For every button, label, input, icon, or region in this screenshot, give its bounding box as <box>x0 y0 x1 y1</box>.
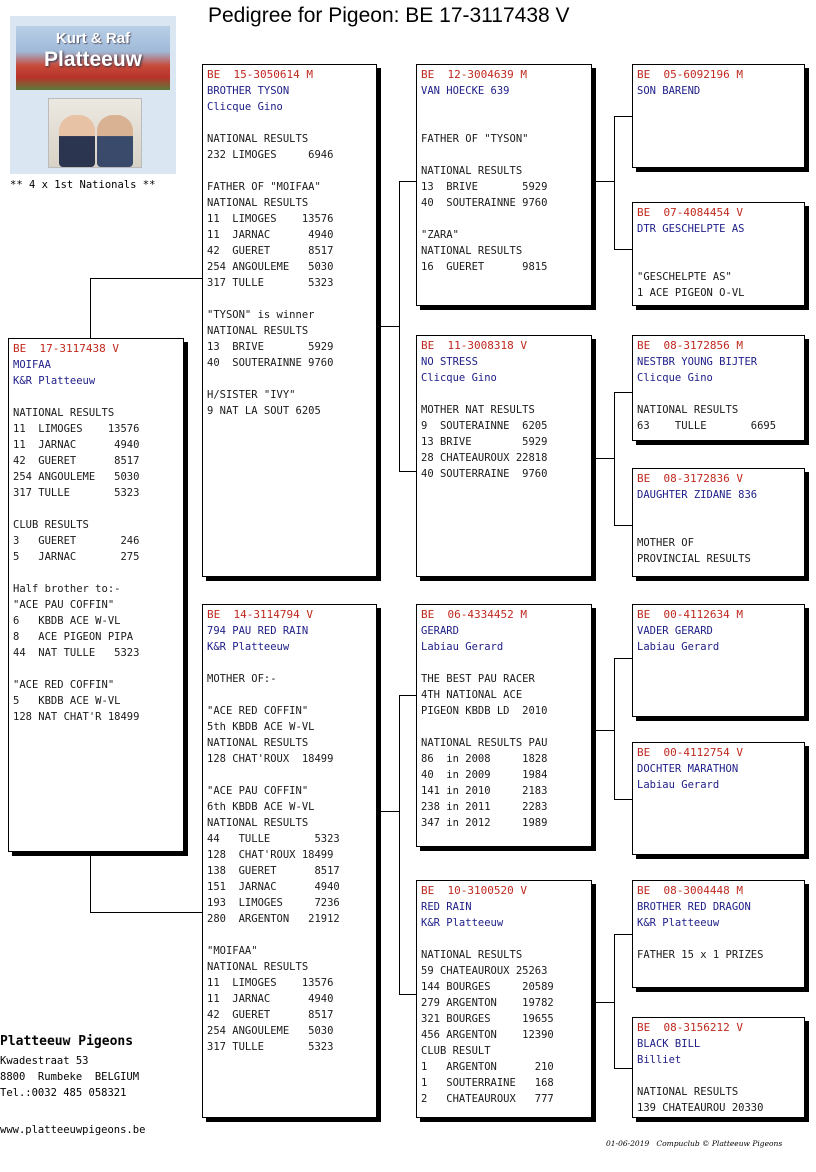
logo-line2: Platteeuw <box>43 48 143 71</box>
pedigree-line: 11 LIMOGES 13576 <box>207 977 334 989</box>
pedigree-line: 40 in 2009 1984 <box>421 769 548 781</box>
pedigree-line: 59 CHATEAUROUX 25263 <box>421 965 548 977</box>
pedigree-line: NATIONAL RESULTS <box>421 245 523 257</box>
connector <box>614 934 615 1069</box>
pedigree-line <box>637 503 800 519</box>
connector <box>596 730 614 731</box>
pedigree-line: 128 CHAT'ROUX 18499 <box>207 753 334 765</box>
pedigree-line: 28 CHATEAUROUX 22818 <box>421 452 548 464</box>
pedigree-line: 40 SOUTERAINNE 9760 <box>207 357 334 369</box>
pedigree-line <box>421 211 587 227</box>
ring-number: BE 07-4084454 V <box>637 206 743 219</box>
pedigree-line: 1 ARGENTON 210 <box>421 1061 554 1073</box>
connector <box>614 116 632 117</box>
pedigree-line <box>637 1068 800 1084</box>
pigeon-name: VAN HOECKE 639 <box>421 85 510 97</box>
logo-line1: Kurt & Raf <box>55 30 131 47</box>
pedigree-line: 6 KBDB ACE W-VL <box>13 615 121 627</box>
pedigree-line <box>207 371 372 387</box>
connector <box>90 278 203 279</box>
connector <box>399 695 400 995</box>
pedigree-line: 317 TULLE 5323 <box>207 277 334 289</box>
pedigree-line: THE BEST PAU RACER <box>421 673 535 685</box>
pedigree-card-sire-dam[interactable] <box>416 335 592 577</box>
breeder-name: Labiau Gerard <box>421 641 504 653</box>
pedigree-line: 138 GUERET 8517 <box>207 865 340 877</box>
pedigree-card-subject[interactable] <box>8 338 184 852</box>
breeder-name: K&R Platteeuw <box>421 917 504 929</box>
pedigree-line <box>207 927 372 943</box>
connector <box>399 994 416 995</box>
pedigree-card-dds[interactable] <box>632 880 805 988</box>
pedigree-line <box>637 237 800 253</box>
pedigree-line: NATIONAL RESULTS <box>207 737 309 749</box>
pedigree-line: 13 BRIVE 5929 <box>421 181 548 193</box>
tagline: ** 4 x 1st Nationals ** <box>10 179 156 191</box>
pedigree-line: 13 BRIVE 5929 <box>421 436 548 448</box>
pedigree-line <box>421 99 587 115</box>
pedigree-line: 11 JARNAC 4940 <box>13 439 140 451</box>
copyright-note: 01-06-2019 Compuclub © Platteeuw Pigeons <box>606 1139 783 1148</box>
pedigree-line: 279 ARGENTON 19782 <box>421 997 554 1009</box>
pedigree-line <box>13 389 179 405</box>
pedigree-line: 44 NAT TULLE 5323 <box>13 647 140 659</box>
ring-number: BE 08-3172836 V <box>637 472 743 485</box>
breeder-name: Labiau Gerard <box>637 641 720 653</box>
pedigree-line: MOTHER OF <box>637 537 694 549</box>
ring-number: BE 05-6092196 M <box>637 68 743 81</box>
connector <box>614 392 632 393</box>
pedigree-line: 44 TULLE 5323 <box>207 833 340 845</box>
pedigree-card-dsd[interactable] <box>632 742 805 855</box>
pedigree-line: NATIONAL RESULTS <box>13 407 115 419</box>
connector <box>381 326 399 327</box>
connector <box>596 181 614 182</box>
pigeon-name: MOIFAA <box>13 359 51 371</box>
ring-number: BE 14-3114794 V <box>207 608 313 621</box>
pedigree-line <box>421 147 587 163</box>
ring-number: BE 00-4112754 V <box>637 746 743 759</box>
phone-number: Tel.:0032 485 058321 <box>0 1087 127 1099</box>
pedigree-line <box>13 501 179 517</box>
pedigree-line: 11 JARNAC 4940 <box>207 229 334 241</box>
pedigree-line: 42 GUERET 8517 <box>207 1009 334 1021</box>
pedigree-card-ddd[interactable] <box>632 1017 805 1118</box>
pedigree-line: CLUB RESULT <box>421 1045 491 1057</box>
address-street: Kwadestraat 53 <box>0 1055 89 1067</box>
ring-number: BE 17-3117438 V <box>13 342 119 355</box>
pedigree-line: 9 SOUTERAINNE 6205 <box>421 420 548 432</box>
breeder-name: Clicque Gino <box>421 372 497 384</box>
pedigree-line: 347 in 2012 1989 <box>421 817 548 829</box>
pedigree-line: 42 GUERET 8517 <box>207 245 334 257</box>
connector <box>614 525 632 526</box>
pedigree-line: "GESCHELPTE AS" <box>637 271 732 283</box>
pedigree-line: NATIONAL RESULTS <box>207 197 309 209</box>
pedigree-line: "ZARA" <box>421 229 459 241</box>
pedigree-line <box>207 655 372 671</box>
pedigree-line: 254 ANGOULEME 5030 <box>207 261 334 273</box>
pigeon-name: VADER GERARD <box>637 625 713 637</box>
connector <box>614 934 632 935</box>
connector <box>381 811 399 812</box>
breeder-name: Labiau Gerard <box>637 779 720 791</box>
pedigree-card-sds[interactable] <box>632 335 805 441</box>
connector <box>399 181 400 472</box>
pedigree-line: NATIONAL RESULTS <box>421 949 523 961</box>
pedigree-line: FATHER 15 x 1 PRIZES <box>637 949 764 961</box>
pedigree-line <box>207 291 372 307</box>
pedigree-line: 5 JARNAC 275 <box>13 551 140 563</box>
connector <box>596 458 614 459</box>
pedigree-line: MOTHER NAT RESULTS <box>421 404 535 416</box>
pedigree-line <box>421 386 587 402</box>
pedigree-line: 144 BOURGES 20589 <box>421 981 554 993</box>
pedigree-card-dam-dam[interactable] <box>416 880 592 1118</box>
pigeon-name: BROTHER RED DRAGON <box>637 901 751 913</box>
logo-banner <box>16 26 170 90</box>
pedigree-line: 4TH NATIONAL ACE <box>421 689 523 701</box>
pedigree-line: 11 LIMOGES 13576 <box>207 213 334 225</box>
pedigree-line: NATIONAL RESULTS <box>637 1086 739 1098</box>
pedigree-line: "ACE RED COFFIN" <box>207 705 309 717</box>
pedigree-line: 9 NAT LA SOUT 6205 <box>207 405 321 417</box>
pedigree-line <box>421 719 587 735</box>
connector <box>614 799 632 800</box>
pedigree-line: 193 LIMOGES 7236 <box>207 897 340 909</box>
pedigree-line: 456 ARGENTON 12390 <box>421 1029 554 1041</box>
pedigree-line: 6th KBDB ACE W-VL <box>207 801 315 813</box>
pedigree-line: 317 TULLE 5323 <box>207 1041 334 1053</box>
pedigree-line: 254 ANGOULEME 5030 <box>207 1025 334 1037</box>
breeder-name: Platteeuw Pigeons <box>0 1034 134 1049</box>
breeder-name: Clicque Gino <box>637 372 713 384</box>
pedigree-line <box>637 253 800 269</box>
pedigree-line <box>637 519 800 535</box>
pedigree-line <box>421 115 587 131</box>
pedigree-line: H/SISTER "IVY" <box>207 389 296 401</box>
breeders-photo <box>48 98 142 168</box>
pedigree-line <box>207 767 372 783</box>
ring-number: BE 08-3004448 M <box>637 884 743 897</box>
connector <box>614 1068 632 1069</box>
breeder-name: K&R Platteeuw <box>637 917 720 929</box>
pedigree-line <box>207 687 372 703</box>
pedigree-line: 40 SOUTERAINNE 9760 <box>421 197 548 209</box>
pedigree-line: NATIONAL RESULTS PAU <box>421 737 548 749</box>
breeder-name: Billiet <box>637 1054 682 1066</box>
page-title: Pedigree for Pigeon: BE 17-3117438 V <box>208 4 570 27</box>
pedigree-line: 139 CHATEAUROU 20330 <box>637 1102 764 1114</box>
pedigree-line: FATHER OF "MOIFAA" <box>207 181 321 193</box>
pedigree-card-ssd[interactable] <box>632 202 805 306</box>
connector <box>399 695 416 696</box>
pedigree-line: "ACE PAU COFFIN" <box>13 599 115 611</box>
pigeon-name: GERARD <box>421 625 459 637</box>
breeder-name: K&R Platteeuw <box>207 641 290 653</box>
pedigree-line: 5th KBDB ACE W-VL <box>207 721 315 733</box>
pedigree-line: 151 JARNAC 4940 <box>207 881 340 893</box>
breeder-address <box>0 1034 139 1101</box>
connector <box>399 181 416 182</box>
pigeon-name: 794 PAU RED RAIN <box>207 625 309 637</box>
ring-number: BE 11-3008318 V <box>421 339 527 352</box>
pedigree-card-sss[interactable] <box>632 64 805 168</box>
pedigree-line: "ACE PAU COFFIN" <box>207 785 309 797</box>
pedigree-card-sire-sire[interactable] <box>416 64 592 306</box>
pedigree-line: 1 ACE PIGEON O-VL <box>637 287 745 299</box>
pedigree-line <box>207 163 372 179</box>
pedigree-card-dam[interactable] <box>202 604 377 1118</box>
pedigree-line: 13 BRIVE 5929 <box>207 341 334 353</box>
pedigree-line: 1 SOUTERRAINE 168 <box>421 1077 554 1089</box>
pedigree-line: 141 in 2010 2183 <box>421 785 548 797</box>
pedigree-line: 321 BOURGES 19655 <box>421 1013 554 1025</box>
pedigree-line: Half brother to:- <box>13 583 121 595</box>
pedigree-line: NATIONAL RESULTS <box>207 961 309 973</box>
pedigree-line <box>637 386 800 402</box>
pigeon-name: DOCHTER MARATHON <box>637 763 739 775</box>
address-city: 8800 Rumbeke BELGIUM <box>0 1071 140 1083</box>
pedigree-line: 16 GUERET 9815 <box>421 261 548 273</box>
ring-number: BE 06-4334452 M <box>421 608 527 621</box>
ring-number: BE 08-3156212 V <box>637 1021 743 1034</box>
pedigree-line: 42 GUERET 8517 <box>13 455 140 467</box>
pedigree-line <box>637 931 800 947</box>
ring-number: BE 10-3100520 V <box>421 884 527 897</box>
ring-number: BE 00-4112634 M <box>637 608 743 621</box>
pedigree-line: 2 CHATEAUROUX 777 <box>421 1093 554 1105</box>
pedigree-line <box>207 115 372 131</box>
connector <box>596 1002 614 1003</box>
breeder-name: K&R Platteeuw <box>13 375 96 387</box>
pedigree-line: FATHER OF "TYSON" <box>421 133 529 145</box>
connector <box>614 249 632 250</box>
pedigree-line <box>421 655 587 671</box>
pigeon-name: BROTHER TYSON <box>207 85 290 97</box>
breeder-name: Clicque Gino <box>207 101 283 113</box>
pedigree-line: MOTHER OF:- <box>207 673 277 685</box>
pedigree-line: "TYSON" is winner <box>207 309 315 321</box>
pigeon-name: BLACK BILL <box>637 1038 701 1050</box>
pedigree-line: 3 GUERET 246 <box>13 535 140 547</box>
pedigree-line: 254 ANGOULEME 5030 <box>13 471 140 483</box>
pedigree-card-sdd[interactable] <box>632 468 805 577</box>
pedigree-line: 128 NAT CHAT'R 18499 <box>13 711 140 723</box>
pedigree-line: 86 in 2008 1828 <box>421 753 548 765</box>
pedigree-line <box>13 565 179 581</box>
connector <box>614 658 632 659</box>
pedigree-line: NATIONAL RESULTS <box>637 404 739 416</box>
pedigree-line: NATIONAL RESULTS <box>207 817 309 829</box>
person-right <box>97 115 133 167</box>
pedigree-line: "MOIFAA" <box>207 945 258 957</box>
connector <box>399 471 416 472</box>
pedigree-line: NATIONAL RESULTS <box>421 165 523 177</box>
pigeon-name: NESTBR YOUNG BIJTER <box>637 356 758 368</box>
pedigree-line: "ACE RED COFFIN" <box>13 679 115 691</box>
pedigree-line: 5 KBDB ACE W-VL <box>13 695 121 707</box>
pedigree-card-dam-sire[interactable] <box>416 604 592 847</box>
pigeon-name: RED RAIN <box>421 901 472 913</box>
pedigree-line: PROVINCIAL RESULTS <box>637 553 751 565</box>
breeder-logo <box>10 16 176 174</box>
pedigree-line: PIGEON KBDB LD 2010 <box>421 705 548 717</box>
pedigree-line: 11 LIMOGES 13576 <box>13 423 140 435</box>
pedigree-line: NATIONAL RESULTS <box>207 325 309 337</box>
pedigree-line: 40 SOUTERRAINE 9760 <box>421 468 548 480</box>
connector <box>90 851 91 913</box>
person-left <box>59 115 95 167</box>
pigeon-name: DAUGHTER ZIDANE 836 <box>637 489 758 501</box>
pedigree-line: 63 TULLE 6695 <box>637 420 777 432</box>
pedigree-line: 238 in 2011 2283 <box>421 801 548 813</box>
pedigree-line: 317 TULLE 5323 <box>13 487 140 499</box>
pedigree-line: NATIONAL RESULTS <box>207 133 309 145</box>
ring-number: BE 15-3050614 M <box>207 68 313 81</box>
website-link[interactable]: www.platteeuwpigeons.be <box>0 1124 146 1136</box>
connector <box>614 116 615 250</box>
pedigree-line: 11 JARNAC 4940 <box>207 993 334 1005</box>
connector <box>614 658 615 800</box>
connector <box>90 278 91 340</box>
pedigree-line: CLUB RESULTS <box>13 519 89 531</box>
pigeon-name: DTR GESCHELPTE AS <box>637 223 745 235</box>
ring-number: BE 12-3004639 M <box>421 68 527 81</box>
connector <box>90 912 203 913</box>
pedigree-line: 128 CHAT'ROUX 18499 <box>207 849 334 861</box>
pigeon-name: NO STRESS <box>421 356 478 368</box>
pedigree-line: 232 LIMOGES 6946 <box>207 149 334 161</box>
pedigree-card-sire[interactable] <box>202 64 377 577</box>
pedigree-line <box>421 931 587 947</box>
pigeon-name: SON BAREND <box>637 85 701 97</box>
connector <box>614 392 615 526</box>
pedigree-card-dss[interactable] <box>632 604 805 717</box>
pedigree-line <box>13 661 179 677</box>
ring-number: BE 08-3172856 M <box>637 339 743 352</box>
pedigree-line: 8 ACE PIGEON PIPA <box>13 631 134 643</box>
pedigree-line: 280 ARGENTON 21912 <box>207 913 340 925</box>
